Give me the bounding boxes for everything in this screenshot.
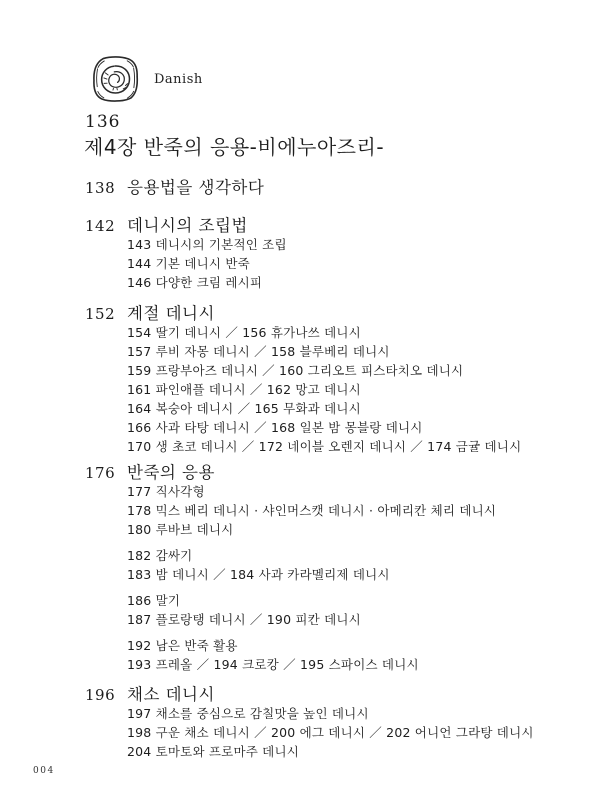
toc-section: [85, 300, 575, 463]
toc-sub-entry: 170 생 초코 데니시 ／ 172 네이블 오렌지 데니시 ／ 174 금귤 데니시: [127, 439, 522, 454]
toc-sub-group: [85, 235, 575, 292]
toc-sub-entry: 159 프랑부아즈 데니시 ／ 160 그리오트 피스타치오 데니시: [127, 363, 464, 378]
toc-section: [85, 459, 575, 681]
toc-sub-entry: 146 다양한 크림 레시피: [127, 275, 263, 290]
toc-sub-entry: 180 루바브 데니시: [127, 522, 234, 537]
toc-sub-entry: 193 프레올 ／ 194 크로캉 ／ 195 스파이스 데니시: [127, 657, 419, 672]
toc-main-entry: [85, 174, 575, 197]
toc-entry-title: 데니시의 조립법: [127, 216, 248, 235]
toc-sub-entry: 183 밤 데니시 ／ 184 사과 카라멜리제 데니시: [127, 567, 390, 582]
toc-main-entry: [85, 681, 575, 704]
toc-entry-page-number: 138: [85, 179, 116, 197]
toc-sub-entry: 192 남은 반죽 활용: [127, 638, 238, 653]
toc-section: [85, 174, 575, 197]
chapter-title: 제4장 반죽의 응용-비에누아즈리-: [84, 135, 385, 159]
toc-sub-entry: 166 사과 타탕 데니시 ／ 168 일본 밤 몽블랑 데니시: [127, 420, 423, 435]
toc-entry-title: 채소 데니시: [127, 685, 215, 704]
toc-sub-entry: 204 토마토와 프로마주 데니시: [127, 744, 300, 759]
toc-sub-group: [85, 591, 575, 629]
toc-sub-entry: 164 복숭아 데니시 ／ 165 무화과 데니시: [127, 401, 361, 416]
toc-entry-page-number: 152: [85, 305, 116, 323]
toc-entry-title: 응용법을 생각하다: [127, 178, 265, 197]
toc-main-entry: [85, 212, 575, 235]
toc-sub-group: [85, 482, 575, 539]
toc-sub-group: [85, 546, 575, 584]
toc-sub-entry: 198 구운 채소 데니시 ／ 200 에그 데니시 ／ 202 어니언 그라탕 데니시: [127, 725, 534, 740]
toc-sub-entry: 154 딸기 데니시 ／ 156 휴가나쓰 데니시: [127, 325, 361, 340]
toc-sub-entry: 197 채소를 중심으로 감칠맛을 높인 데니시: [127, 706, 369, 721]
toc-entry-page-number: 196: [85, 686, 116, 704]
footer-page-number: 004: [33, 766, 55, 776]
toc-sub-entry: 178 믹스 베리 데니시 · 샤인머스캣 데니시 · 아메리칸 체리 데니시: [127, 503, 497, 518]
toc-sub-group: [85, 636, 575, 674]
toc-sub-entry: 186 말기: [127, 593, 181, 608]
toc-sub-entry: 161 파인애플 데니시 ／ 162 망고 데니시: [127, 382, 361, 397]
toc-sub-entry: 157 루비 자몽 데니시 ／ 158 블루베리 데니시: [127, 344, 390, 359]
toc-main-entry: [85, 300, 575, 323]
danish-pastry-plate-icon: [90, 54, 141, 105]
toc-entry-title: 반죽의 응용: [127, 463, 215, 482]
toc-entry-page-number: 176: [85, 464, 116, 482]
brand: [90, 54, 203, 105]
toc-main-entry: [85, 459, 575, 482]
toc-sub-entry: 177 직사각형: [127, 484, 205, 499]
toc-sub-entry: 187 플로랑탱 데니시 ／ 190 피칸 데니시: [127, 612, 361, 627]
toc-entry-title: 계절 데니시: [127, 304, 215, 323]
chapter-start-page-number: 136: [85, 112, 121, 132]
toc-section: [85, 212, 575, 299]
toc-sub-group: [85, 323, 575, 456]
toc-sub-group: [85, 704, 575, 761]
toc-section: [85, 681, 575, 768]
brand-label: Danish: [154, 72, 203, 87]
toc-sub-entry: 182 감싸기: [127, 548, 193, 563]
toc-sub-entry: 143 데니시의 기본적인 조립: [127, 237, 287, 252]
toc-entry-page-number: 142: [85, 217, 116, 235]
toc-sub-entry: 144 기본 데니시 반죽: [127, 256, 250, 271]
